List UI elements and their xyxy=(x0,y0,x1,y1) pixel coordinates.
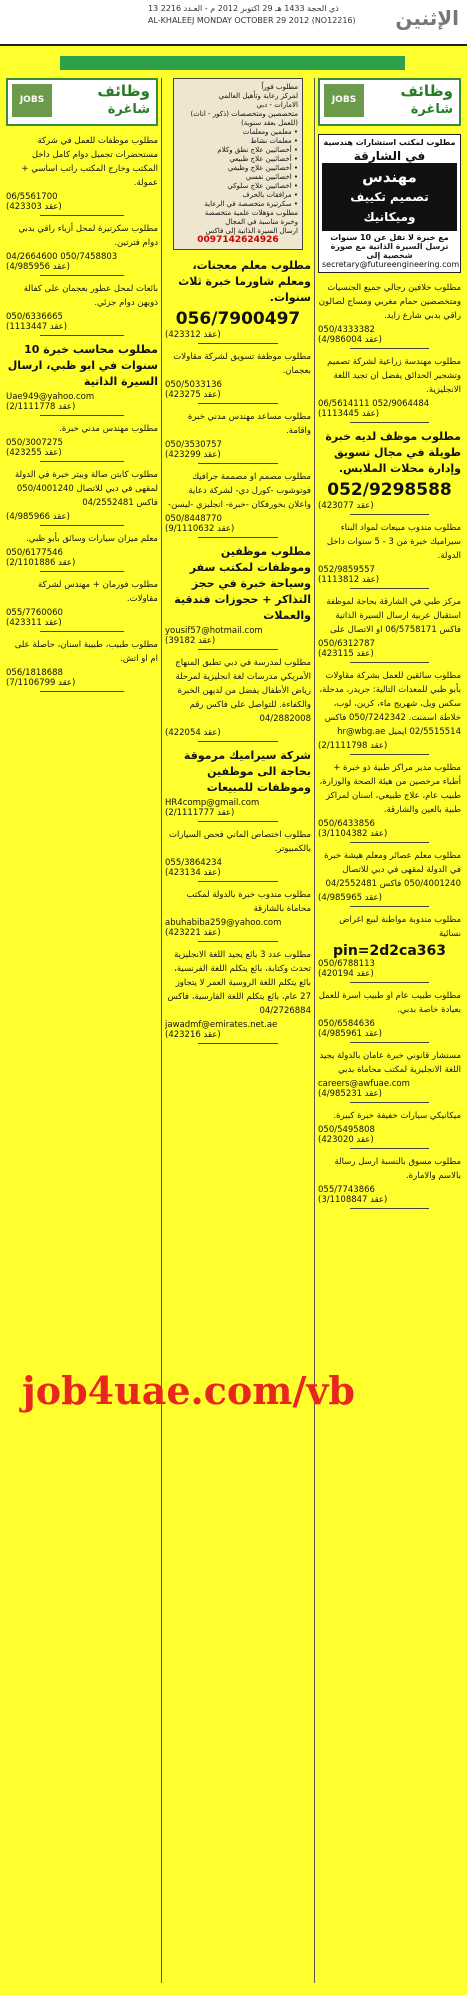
image-ad-phone: 0097142624926 xyxy=(197,235,279,245)
ad-text: مطلوب مدير مراكز طبية ذو خبرة + أطباء مرخصين من هيئة الصحة والوزارة، طبيب عام، علاج طبيعي، اسنان لمراكز طبية بالعين والشارقة. xyxy=(319,763,461,815)
ad-contact: 06/5614111 052/9064484 xyxy=(318,399,430,409)
image-ad-line: • أخصائيين علاج طبيعي xyxy=(229,155,298,163)
ad-divider xyxy=(40,275,124,276)
classified-ad xyxy=(6,532,158,572)
ad-contact: HR4comp@gmail.com xyxy=(165,798,260,808)
ad-divider xyxy=(350,514,429,515)
ad-contact: careers@awfuae.com xyxy=(318,1079,410,1089)
middle-column xyxy=(165,78,311,1983)
classified-ad xyxy=(318,669,461,755)
ad-text: مطلوب عدد 3 بائع يجيد اللغة الانجليزية تحدث وكتابة، بائع يتكلم اللغة الفرنسية، بائع يتكلم اللغة الروسية العمر لا يتجاوز 27 عام، بائع يتكلم اللغة الفارسية، فاكس 04/2726884 xyxy=(167,950,311,1016)
ad-divider xyxy=(40,525,124,526)
ad-contact: 050/6584636 xyxy=(318,1019,375,1029)
ad-divider xyxy=(198,881,278,882)
ad-pin: pin=2d2ca363 xyxy=(333,943,446,959)
classified-ad xyxy=(165,470,311,538)
ad-divider xyxy=(198,537,278,538)
ad-contact: 06/5561700 xyxy=(6,192,58,202)
ad-reference: (عقد 423275) xyxy=(165,390,221,400)
classified-ad xyxy=(318,595,461,663)
ad-text: مطلوب سكرتيرة لمحل أزياء راقي بدبي دوام فترتين. xyxy=(18,224,158,248)
classified-ad xyxy=(165,828,311,882)
image-ad-line: • معلمين ومعلمات xyxy=(242,128,298,136)
ad-text: معلم ميزان سيارات وسائق بأبو ظبي. xyxy=(26,534,158,544)
ad-reference: (عقد 423311) xyxy=(6,618,62,628)
jobs-title: وظائف xyxy=(400,82,453,100)
box-ad-note: ترسل السيرة الذاتية مع صورة شخصية إلى xyxy=(330,242,449,260)
engineering-box-ad xyxy=(318,134,461,273)
ad-reference: (عقد 4/985956) xyxy=(6,262,70,272)
ad-contact: abuhabiba259@yahoo.com xyxy=(165,918,282,928)
ad-divider xyxy=(350,588,429,589)
classified-ad xyxy=(6,468,158,526)
ad-reference: (عقد 423077) xyxy=(318,501,374,511)
ad-divider xyxy=(198,343,278,344)
ad-reference: (عقد 2/1111778) xyxy=(6,402,76,412)
ad-contact: 050/3007275 xyxy=(6,438,63,448)
ad-divider xyxy=(40,215,124,216)
ad-text: بائعات لمحل عطور بعجمان على كفالة ذويهن دوام جزئي. xyxy=(23,284,158,308)
ad-text: مطلوب مساعد مهندس مدني خبرة واقامة. xyxy=(187,412,311,436)
ad-text: مركز طبي في الشارقة بحاجة لموظفة استقبال عربية ارسال السيرة الذاتية فاكس 06/5758171 او الاتصال على xyxy=(326,597,461,635)
ad-divider xyxy=(198,1043,278,1044)
classified-ad xyxy=(165,258,311,344)
image-ad-line: متخصصين ومتخصصات (ذكور - اناث) xyxy=(190,110,298,118)
image-ad-line: • اخصائيين علاج سلوكي xyxy=(227,182,298,190)
ad-text: مطلوب مندوب مبيعات لمواد البناء سيراميك خبرة من 3 - 5 سنوات داخل الدولة. xyxy=(326,523,461,561)
ad-reference: (عقد 423303) xyxy=(6,202,62,212)
ad-divider xyxy=(40,691,124,692)
classified-ad xyxy=(6,422,158,462)
ad-contact: 050/8448770 xyxy=(165,514,222,524)
right-ads-list xyxy=(318,281,461,1209)
middle-ads-list xyxy=(165,258,311,1044)
ad-divider xyxy=(350,422,429,423)
ad-text: شركة سيراميك مرموقة بحاجة الى موظفين وموظفات للمبيعات xyxy=(183,749,311,794)
classified-ad xyxy=(165,350,311,404)
ad-text: مطلوب مندوبة مواطنة لبيع اغراض نسائية xyxy=(339,915,461,939)
image-ad-line: ارسال السيرة الذاتية إلى فاكس xyxy=(205,227,298,235)
ad-text: مطلوب مصمم او مصممة جرافيك فوتوشوب -كورل دي- لشركة دعاية واعلان بخورفكان -خبرة- انجليزي -ليسن- xyxy=(168,472,311,510)
ad-divider xyxy=(198,941,278,942)
ad-text: مستشار قانوني خبرة عامان بالدولة يجيد اللغة الانجليزية لمكتب محاماة بدبي xyxy=(319,1051,461,1075)
image-ad-line: مطلوب مؤهلات علمية متخصصة xyxy=(204,209,298,217)
ad-reference: (عقد 1113447) xyxy=(6,322,68,332)
ad-reference: (عقد 423221) xyxy=(165,928,221,938)
classified-ad xyxy=(6,578,158,632)
ad-text: مطلوب موظفة تسويق لشركة مقاولات بعجمان. xyxy=(173,352,311,376)
header-date-arabic: 13 ذي الحجة 1433 هـ 29 اكتوبر 2012 م - العـدد 2216 xyxy=(148,4,339,13)
header-date-english: AL-KHALEEJ MONDAY OCTOBER 29 2012 (NO12216) xyxy=(148,16,356,25)
ad-divider xyxy=(350,1102,429,1103)
classified-ad xyxy=(318,281,461,349)
ad-divider xyxy=(40,335,124,336)
image-ad-line: • أخصائيين علاج وظيفي xyxy=(227,164,298,172)
rehab-center-image-ad xyxy=(173,78,303,250)
ad-contact: 04/2664600 050/7458803 xyxy=(6,252,118,262)
left-ads-list xyxy=(6,134,158,692)
ad-contact: 050/5495808 xyxy=(318,1125,375,1135)
jobs-header-box xyxy=(318,78,461,126)
ad-reference: (عقد 423312) xyxy=(165,330,221,340)
ad-reference: (عقد 1113445) xyxy=(318,409,380,419)
ad-contact: jawadmf@emirates.net.ae xyxy=(165,1020,278,1030)
ad-text: مطلوب خلافين رجالي جميع الجنسيات ومتخصصين حمام مغربي ومساج لصالون راقي بدبي شارع زايد. xyxy=(318,283,461,321)
jobs-header-box xyxy=(6,78,158,126)
ad-reference: (عقد 7/1106799) xyxy=(6,678,76,688)
ad-contact: 050/5033136 xyxy=(165,380,222,390)
box-ad-city: في الشارقة xyxy=(353,149,426,163)
box-ad-title-1: مهندس xyxy=(362,168,417,186)
ad-contact: 050/6336665 xyxy=(6,312,63,322)
classified-ad xyxy=(318,1155,461,1209)
ad-text: مطلوب سائقين للعمل بشركة مقاولات بأبو ظبي للمعدات التالية: جريدر، مدحلة، سكس ويل، شهريج ماء، كرين، لوب، خلاطة اسمنت. 050/7242342 فاكس 02/5515514 ايميل hr@wbg.ae xyxy=(319,671,461,737)
ad-reference: (عقد 4/985966) xyxy=(6,512,70,522)
classified-ad xyxy=(318,355,461,423)
ad-reference: (عقد 2/1111777) xyxy=(165,808,235,818)
classified-ad xyxy=(165,544,311,650)
ad-reference: (عقد 420194) xyxy=(318,969,374,979)
classified-ad xyxy=(6,342,158,416)
classified-ad xyxy=(6,222,158,276)
classified-ad xyxy=(6,282,158,336)
box-ad-heading: مطلوب لمكتب استشارات هندسية xyxy=(323,138,456,147)
ad-contact: 050/3530757 xyxy=(165,440,222,450)
ad-text: مطلوب طبيب، طبيبة اسنان، حاصلة على ام او اتش. xyxy=(14,640,158,664)
ad-text: مطلوب معلم عصائر ومعلم هيشة خبرة في الدولة لمقهى في دبي للاتصال 050/4001240 فاكس 04/2552481 xyxy=(324,851,461,889)
jobs-title: وظائف xyxy=(97,82,150,100)
image-ad-line: • اخصائيين نفسي xyxy=(245,173,298,181)
image-ad-line: لمركز رعاية وتأهيل العالمي xyxy=(218,92,298,100)
ad-reference: (عقد 423216) xyxy=(165,1030,221,1040)
column-divider xyxy=(161,78,162,1983)
image-ad-line: • مرافقات بالحرف xyxy=(242,191,298,199)
ad-reference: (عقد 4/985965) xyxy=(318,893,382,903)
box-ad-title-2: تصميم تكييف وميكانيك xyxy=(350,190,429,224)
classified-ad xyxy=(165,410,311,464)
box-ad-title xyxy=(322,163,457,231)
jobs-logo: JOBS xyxy=(12,84,52,117)
ad-contact: 050/6177546 xyxy=(6,548,63,558)
ad-contact: 056/1818688 xyxy=(6,668,63,678)
ad-big-phone: 052/9298588 xyxy=(327,480,452,500)
ad-divider xyxy=(350,754,429,755)
ad-contact: 050/6788113 xyxy=(318,959,375,969)
ad-contact: 055/7760060 xyxy=(6,608,63,618)
ad-divider xyxy=(198,463,278,464)
ad-divider xyxy=(198,649,278,650)
ad-divider xyxy=(40,415,124,416)
ad-text: ميكانيكي سيارات خفيفة خبرة كبيرة. xyxy=(333,1111,461,1121)
jobs-subtitle: شاغرة xyxy=(107,102,150,117)
page-header xyxy=(0,0,467,46)
classified-ad xyxy=(318,429,461,515)
classified-ad xyxy=(318,849,461,907)
ad-divider xyxy=(198,741,278,742)
ad-divider xyxy=(350,1148,429,1149)
ad-contact: 055/7743866 xyxy=(318,1185,375,1195)
ad-reference: (عقد 423299) xyxy=(165,450,221,460)
image-ad-line: (للعمل بعقد سنوية) xyxy=(241,119,298,127)
right-column xyxy=(318,78,461,1983)
ad-contact: 050/4333382 xyxy=(318,325,375,335)
jobs-subtitle: شاغرة xyxy=(410,102,453,117)
ad-reference: (عقد 3/1108847) xyxy=(318,1195,388,1205)
classified-ad xyxy=(6,638,158,692)
box-ad-experience: مع خبرة لا تقل عن 10 سنوات xyxy=(330,233,449,242)
ad-divider xyxy=(198,403,278,404)
left-column xyxy=(6,78,158,1983)
watermark: job4uae.com/vb xyxy=(22,1368,355,1413)
classified-ad xyxy=(318,1109,461,1149)
ad-text: مطلوب مسوق بالنسبة ارسل رسالة بالاسم والامارة. xyxy=(334,1157,461,1181)
ad-reference: (عقد 4/985961) xyxy=(318,1029,382,1039)
ad-contact: 052/9859557 xyxy=(318,565,375,575)
ad-text: مطلوب مهندس مدني خبرة. xyxy=(59,424,158,434)
ad-contact: 050/6433856 xyxy=(318,819,375,829)
ad-divider xyxy=(350,1042,429,1043)
image-ad-line: • معلمات نشاط xyxy=(250,137,298,145)
ad-text: مطلوب موظف لديه خبرة طويلة في مجال تسويق وإدارة محلات الملابس. xyxy=(325,430,461,475)
ad-reference: (عقد 4/985231) xyxy=(318,1089,382,1099)
jobs-logo: JOBS xyxy=(324,84,364,117)
ad-divider xyxy=(350,842,429,843)
ad-reference: (عقد 39182) xyxy=(165,636,216,646)
classified-ad xyxy=(165,888,311,942)
classified-ad xyxy=(165,748,311,822)
ad-divider xyxy=(40,631,124,632)
ad-reference: (عقد 4/986004) xyxy=(318,335,382,345)
ad-reference: (عقد 1113812) xyxy=(318,575,380,585)
ad-contact: Uae949@yahoo.com xyxy=(6,392,95,402)
ad-text: مطلوب فورمان + مهندس لشركة مقاولات. xyxy=(38,580,158,604)
ad-divider xyxy=(350,982,429,983)
column-divider xyxy=(314,78,315,1983)
ad-reference: (عقد 423115) xyxy=(318,649,374,659)
ad-contact: yousif57@hotmail.com xyxy=(165,626,263,636)
ad-big-phone: 056/7900497 xyxy=(175,309,301,329)
ad-reference: (عقد 2/1111798) xyxy=(318,741,388,751)
ad-divider xyxy=(350,662,429,663)
ad-text: مطلوب مندوب خبرة بالدولة لمكتب محاماة بالشارقة xyxy=(186,890,311,914)
classified-ad xyxy=(165,948,311,1044)
ad-reference: (عقد 422054) xyxy=(165,728,221,738)
ad-divider xyxy=(40,461,124,462)
ad-reference: (عقد 423134) xyxy=(165,868,221,878)
ad-text: مطلوب لمدرسة في دبي تطبق المنهاج الأمريكي مدرسات لغة انجليزية لمرحلة رياض الأطفال يفضل من لديهن الخبرة والكفاءة. للتواصل على فاكس رقم 04/2882008 xyxy=(175,658,311,724)
ad-divider xyxy=(350,348,429,349)
ad-reference: (عقد 423020) xyxy=(318,1135,374,1145)
ad-divider xyxy=(350,906,429,907)
classified-ad xyxy=(318,521,461,589)
image-ad-line: الامارات - دبي xyxy=(256,101,298,109)
ad-text: مطلوب معلم معجنات، ومعلم شاورما خبرة ثلاث سنوات. xyxy=(178,259,311,304)
ad-text: مطلوب موظفات للعمل في شركة مستحضرات تجميل دوام كامل داخل المكتب وخارج المكتب راتب اساسي + عمولة. xyxy=(21,136,158,188)
section-banner xyxy=(60,56,405,70)
classified-ad xyxy=(318,1049,461,1103)
image-ad-line: وخبرة مناسبة في المجال xyxy=(225,218,298,226)
box-ad-email[interactable]: secretary@futureengineering.com xyxy=(322,260,460,269)
classified-ad xyxy=(165,656,311,742)
image-ad-lines xyxy=(178,83,298,236)
ad-text: مطلوب طبيب عام او طبيب اسرة للعمل بعيادة خاصة بدبي. xyxy=(318,991,461,1015)
ad-reference: (عقد 423255) xyxy=(6,448,62,458)
image-ad-line: • سكرتيرة متخصصة في الرعاية xyxy=(204,200,298,208)
ad-text: مطلوب موظفين وموظفات لمكتب سفر وسياحة خبرة في حجز التذاكر + حجوزات فندقية والعملات xyxy=(174,545,311,622)
ad-reference: (عقد 3/1104382) xyxy=(318,829,388,839)
ad-text: مطلوب مهندسة زراعية لشركة تصميم وتشجير الحدائق يفضل ان تجيد اللغة الانجليزية. xyxy=(327,357,461,395)
image-ad-line: مطلوب فوراً xyxy=(261,83,298,91)
ad-divider xyxy=(40,571,124,572)
ad-contact: 050/6312787 xyxy=(318,639,375,649)
ad-text: مطلوب محاسب خبرة 10 سنوات في ابو ظبي، ارسال السيرة الذاتية xyxy=(7,343,158,388)
ad-reference: (عقد 2/1101886) xyxy=(6,558,76,568)
header-day: الإثنين xyxy=(395,6,459,30)
classified-ad xyxy=(318,761,461,843)
ad-text: مطلوب اختصاص الماني فحص السيارات بالكمبيوتر. xyxy=(169,830,311,854)
ad-contact: 055/3864234 xyxy=(165,858,222,868)
ad-divider xyxy=(350,1208,429,1209)
ad-text: مطلوب كابتن صالة وبيتر خبرة في الدولة لمقهى في دبي للاتصال 050/4001240 فاكس 04/2552481 xyxy=(14,470,158,508)
image-ad-line: • أخصائيين علاج نطق وكلام xyxy=(217,146,298,154)
ad-reference: (عقد 9/1110632) xyxy=(165,524,235,534)
ad-divider xyxy=(198,821,278,822)
classified-ad xyxy=(318,989,461,1043)
classified-ad xyxy=(318,913,461,983)
classified-ad xyxy=(6,134,158,216)
